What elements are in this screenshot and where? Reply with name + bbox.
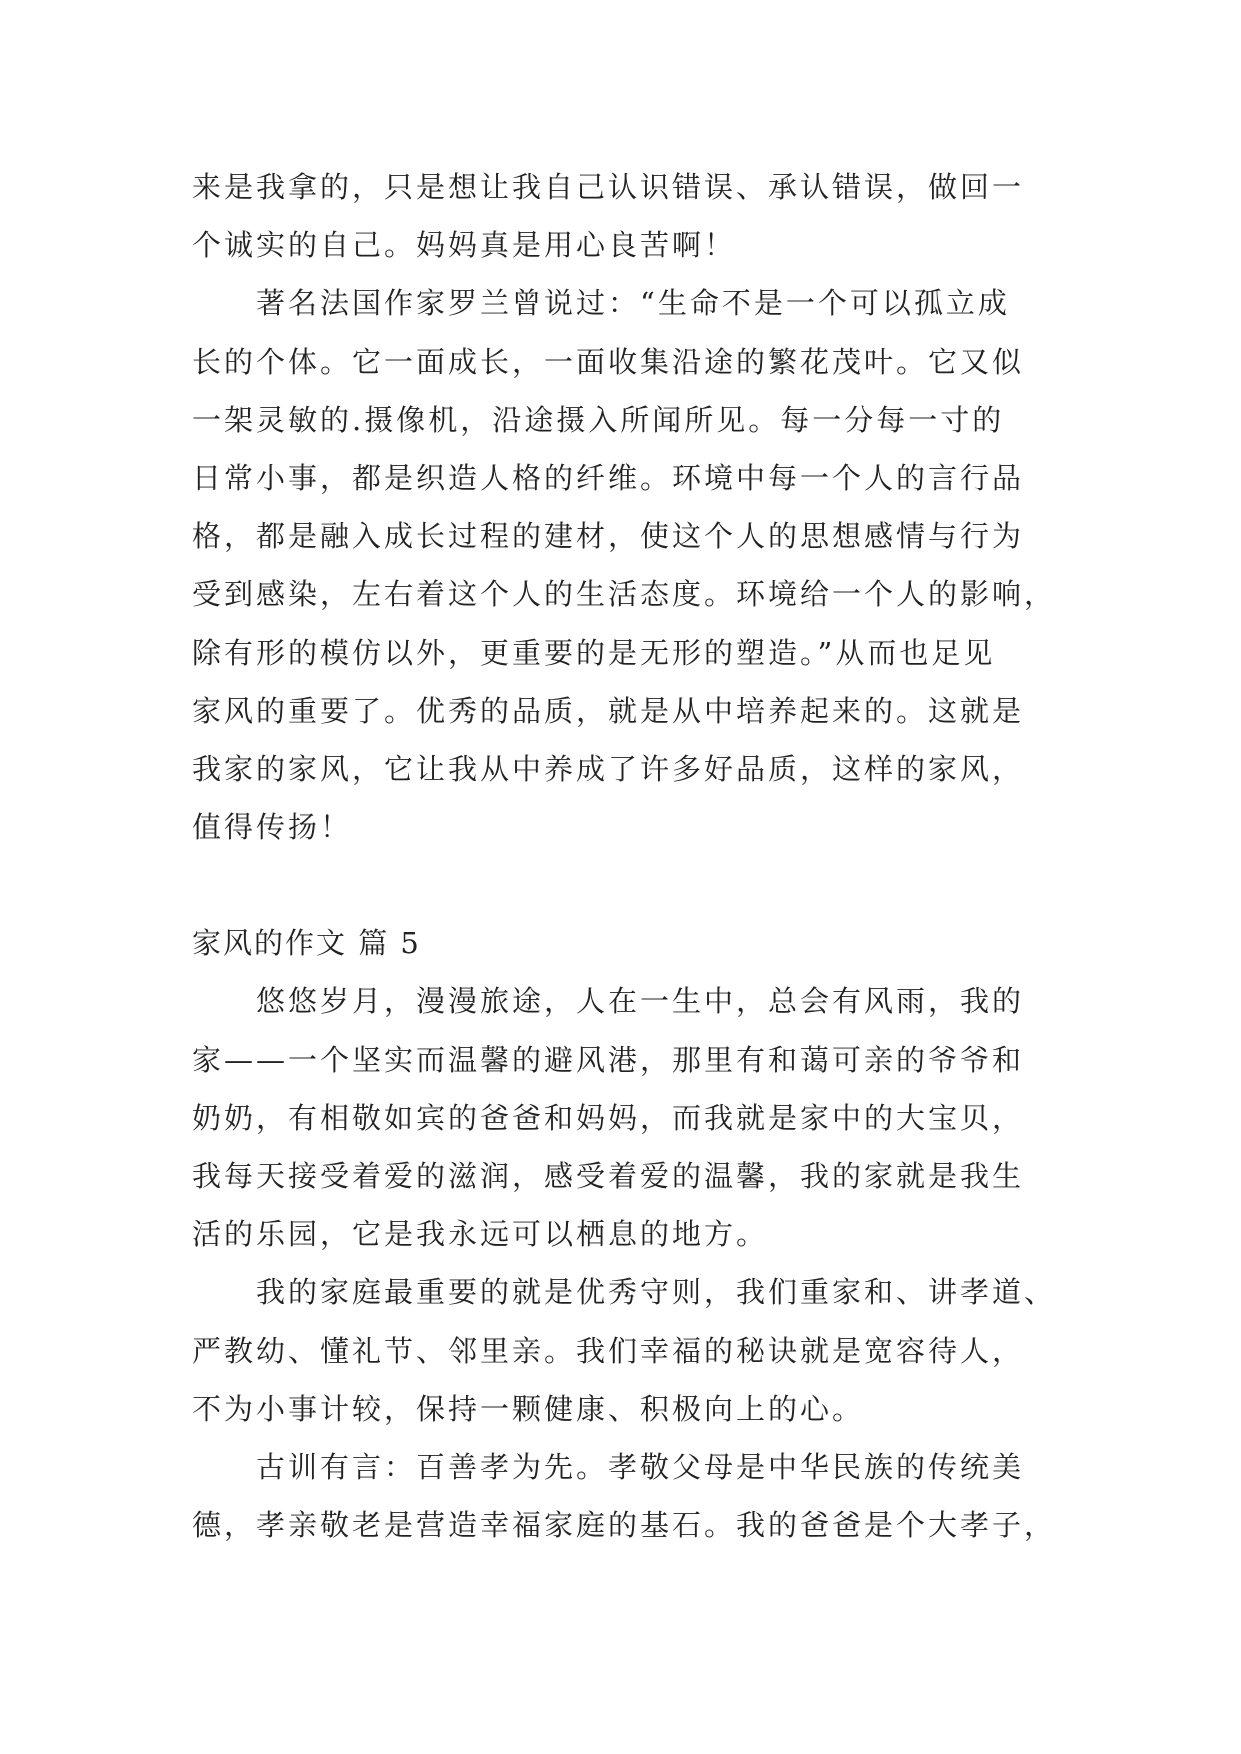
text-line: 值得传扬！ (192, 810, 353, 845)
text-line: 奶奶，有相敬如宾的爸爸和妈妈，而我就是家中的大宝贝， (192, 1100, 1025, 1135)
document-body (192, 158, 1060, 1554)
text-line: 长的个体。它一面成长，一面收集沿途的繁花茂叶。它又似 (192, 344, 1025, 379)
text-line: 著名法国作家罗兰曾说过：“生命不是一个可以孤立成 (192, 286, 1010, 321)
text-line: 严教幼、懂礼节、邻里亲。我们幸福的秘诀就是宽容待人， (192, 1333, 1025, 1368)
text-line: 不为小事计较，保持一颗健康、积极向上的心。 (192, 1391, 865, 1426)
text-line: 悠悠岁月，漫漫旅途，人在一生中，总会有风雨，我的 (192, 984, 1025, 1019)
section-heading: 家风的作文 篇 5 (192, 926, 421, 961)
text-line: 家风的重要了。优秀的品质，就是从中培养起来的。这就是 (192, 693, 1025, 728)
text-line: 除有形的模仿以外，更重要的是无形的塑造。”从而也足见 (192, 635, 996, 670)
text-line: 格，都是融入成长过程的建材，使这个人的思想感情与行为 (192, 519, 1025, 554)
text-line: 我的家庭最重要的就是优秀守则，我们重家和、讲孝道、 (192, 1275, 1057, 1310)
text-line: 德，孝亲敬老是营造幸福家庭的基石。我的爸爸是个大孝子， (192, 1508, 1057, 1543)
text-line: 受到感染，左右着这个人的生活态度。环境给一个人的影响， (192, 577, 1057, 612)
text-line: 个诚实的自己。妈妈真是用心良苦啊！ (192, 228, 737, 263)
text-line: 我每天接受着爱的滋润，感受着爱的温馨，我的家就是我生 (192, 1159, 1025, 1193)
text-line: 来是我拿的，只是想让我自己认识错误、承认错误，做回一 (192, 170, 1025, 204)
text-line: 一架灵敏的.摄像机，沿途摄入所闻所见。每一分每一寸的 (192, 402, 1005, 437)
section-spacer (192, 856, 1060, 914)
text-line: 我家的家风，它让我从中养成了许多好品质，这样的家风， (192, 751, 1025, 786)
text-line: 活的乐园，它是我永远可以栖息的地方。 (192, 1217, 769, 1252)
text-line: 日常小事，都是织造人格的纤维。环境中每一个人的言行品 (192, 460, 1025, 495)
text-line: 古训有言：百善孝为先。孝敬父母是中华民族的传统美 (192, 1449, 1025, 1484)
text-line: 家——一个坚实而温馨的避风港，那里有和蔼可亲的爷爷和 (192, 1042, 1025, 1077)
